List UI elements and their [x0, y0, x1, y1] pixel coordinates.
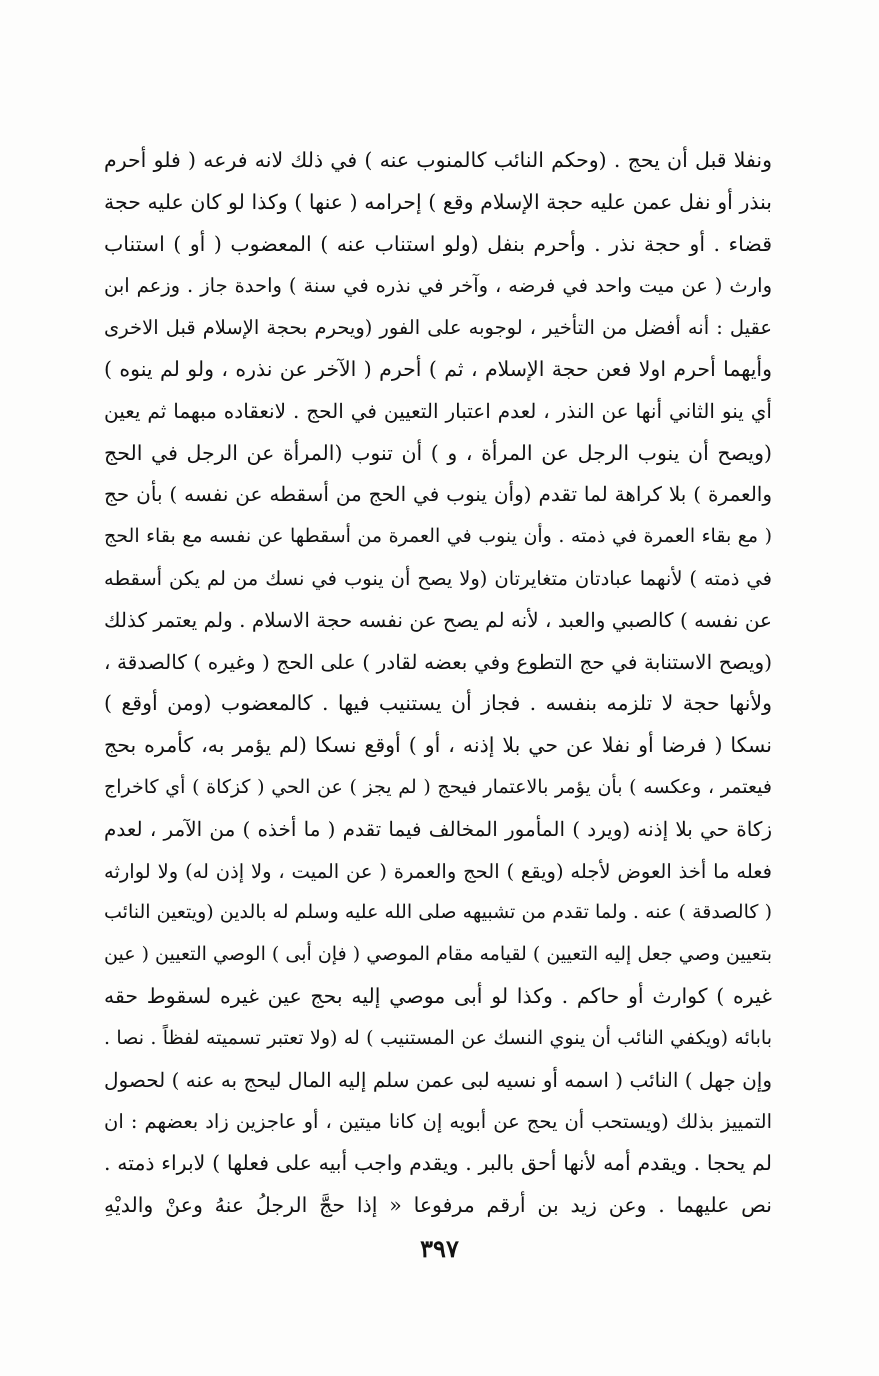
text-line: قضاء . أو حجة نذر . وأحرم بنفل (ولو استناب عنه ) المعضوب ( أو ) استناب — [104, 231, 772, 256]
text-line: عقيل : أنه أفضل من التأخير ، لوجوبه على الفور (ويحرم بحجة الإسلام قبل الاخرى — [104, 316, 772, 340]
text-line: وأيهما أحرم اولا فعن حجة الإسلام ، ثم ) أحرم ( الآخر عن نذره ، ولو لم ينوه ) — [104, 356, 772, 381]
text-line: التمييز بذلك (ويستحب أن يحج عن أبويه إن كانا ميتين ، أو عاجزين زاد بعضهم : ان — [104, 1110, 772, 1134]
text-line: ( مع بقاء العمرة في ذمته . وأن ينوب في العمرة من أسقطها عن نفسه مع بقاء الحج — [104, 525, 772, 548]
text-line: ولأنها حجة لا تلزمه بنفسه . فجاز أن يستنيب فيها . كالمعضوب (ومن أوقع ) — [104, 691, 772, 716]
body-text — [104, 140, 772, 1227]
text-line: وإن جهل ) النائب ( اسمه أو نسيه لبى عمن سلم إليه المال ليحج به عنه ) لحصول — [104, 1067, 772, 1092]
text-line: فيعتمر ، وعكسه ) بأن يؤمر بالاعتمار فيحج ( لم يجز ) عن الحي ( كزكاة ) أي كاخراج — [104, 775, 772, 798]
text-line: بتعيين وصي جعل إليه التعيين ) لقيامه مقام الموصي ( فإن أبى ) الوصي التعيين ( عين — [104, 943, 772, 966]
page-number: ٣٩٧ — [420, 1234, 459, 1263]
text-line: أي ينو الثاني أنها عن النذر ، لعدم اعتبار التعيين في الحج . لانعقاده مبهما ثم يعين — [104, 398, 772, 423]
text-line: غيره ) كوارث أو حاكم . وكذا لو أبى موصي إليه بحج عين غيره لسقوط حقه — [104, 983, 772, 1008]
text-line: نص عليهما . وعن زيد بن أرقم مرفوعا « إذا حجَّ الرجلُ عنهُ وعنْ والديْهِ — [104, 1192, 772, 1217]
text-line: وارث ( عن ميت واحد في فرضه ، وآخر في نذره في سنة ) واحدة جاز . وزعم ابن — [104, 274, 772, 298]
text-line: لم يحجا . ويقدم أمه لأنها أحق بالبر . ويقدم واجب أبيه على فعلها ) لابراء ذمته . — [104, 1151, 772, 1176]
text-line: بابائه (ويكفي النائب أن ينوي النسك عن المستنيب ) له (ولا تعتبر تسميته لفظاً . نصا . — [104, 1026, 772, 1049]
text-line: زكاة حي بلا إذنه (ويرد ) المأمور المخالف فيما تقدم ( ما أخذه ) من الآمر ، لعدم — [104, 816, 772, 841]
text-line: ونفلا قبل أن يحج . (وحكم النائب كالمنوب عنه ) في ذلك لانه فرعه ( فلو أحرم — [104, 148, 772, 172]
text-line: بنذر أو نفل عمن عليه حجة الإسلام وقع ) إحرامه ( عنها ) وكذا لو كان عليه حجة — [104, 189, 772, 214]
text-line: (ويصح الاستنابة في حج التطوع وفي بعضه لقادر ) على الحج ( وغيره ) كالصدقة ، — [104, 649, 772, 674]
text-line: ( كالصدقة ) عنه . ولما تقدم من تشبيهه صلى الله عليه وسلم له بالدين (ويتعين النائب — [104, 901, 772, 924]
text-line: فعله ما أخذ العوض لأجله (ويقع ) الحج والعمرة ( عن الميت ، ولا إذن له) ولا لوارثه — [104, 859, 772, 883]
text-line: والعمرة ) بلا كراهة لما تقدم (وأن ينوب في الحج من أسقطه عن نفسه ) بأن حج — [104, 482, 772, 507]
text-line: نسكا ( فرضا أو نفلا عن حي بلا إذنه ، أو ) أوقع نسكا (لم يؤمر به، كأمره بحج — [104, 733, 772, 758]
text-line: (ويصح أن ينوب الرجل عن المرأة ، و ) أن تنوب (المرأة عن الرجل في الحج — [104, 440, 772, 465]
text-line: عن نفسه ) كالصبي والعبد ، لأنه لم يصح عن نفسه حجة الاسلام . ولم يعتمر كذلك — [104, 607, 772, 632]
text-line: في ذمته ) لأنهما عبادتان متغايرتان (ولا يصح أن ينوب في نسك من لم يكن أسقطه — [104, 566, 772, 590]
